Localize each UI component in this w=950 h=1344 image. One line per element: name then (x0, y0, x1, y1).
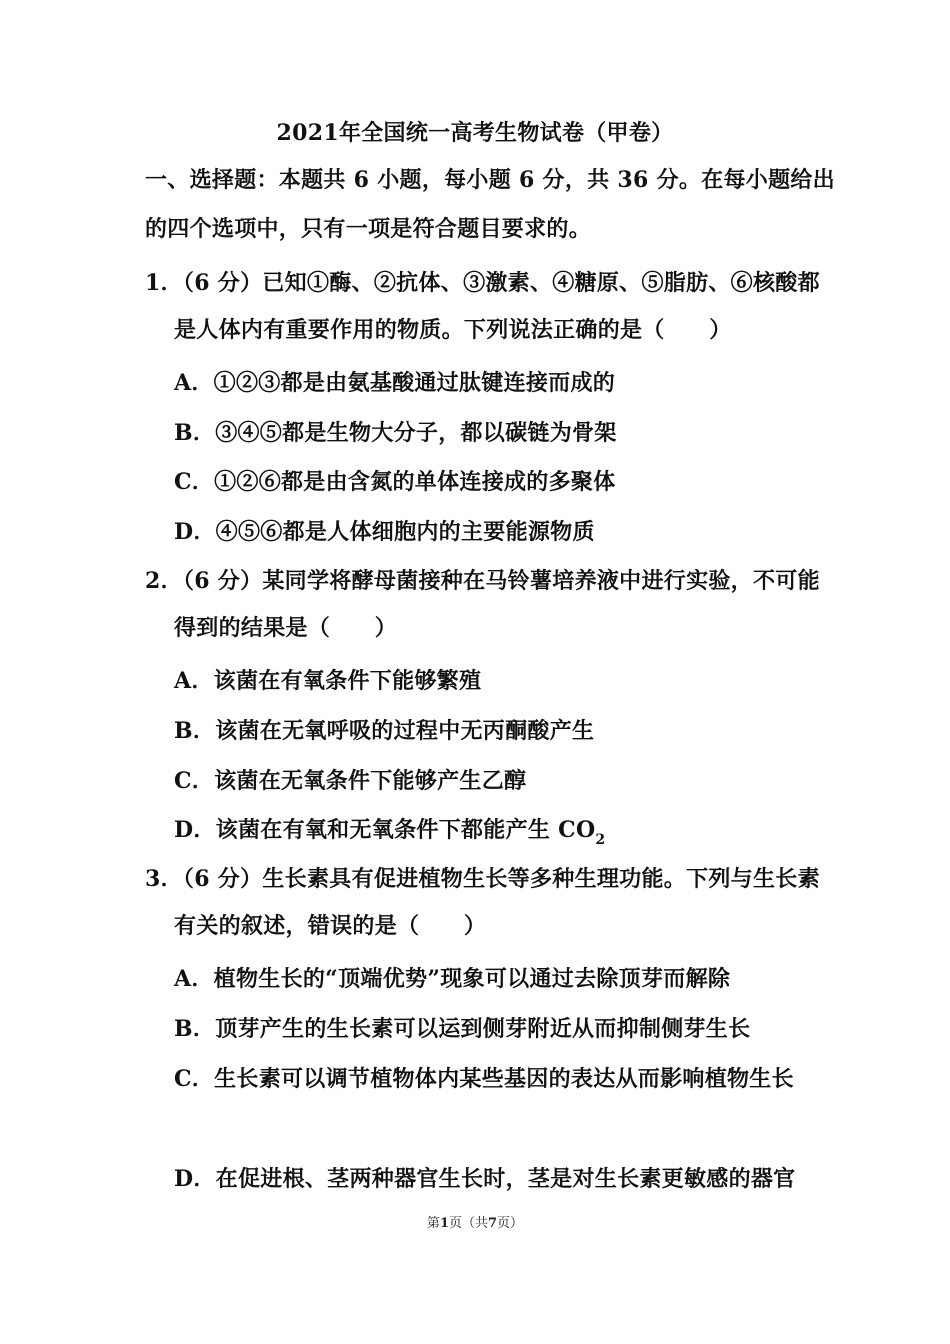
question-1-option-a: A．①②③都是由氨基酸通过肽键连接而成的 (174, 370, 616, 396)
question-3-option-b: B．顶芽产生的生长素可以运到侧芽附近从而抑制侧芽生长 (174, 1016, 751, 1042)
question-1-option-d: D．④⑤⑥都是人体细胞内的主要能源物质 (174, 519, 595, 545)
question-2-option-a: A．该菌在有氧条件下能够繁殖 (174, 668, 482, 694)
footer-page-number: 1 (439, 1216, 449, 1231)
question-2-stem-line-1: 2．（6 分）某同学将酵母菌接种在马铃薯培养液中进行实验，不可能 (145, 568, 820, 594)
page-footer (0, 1214, 950, 1234)
question-1-option-c: C．①②⑥都是由含氮的单体连接成的多聚体 (174, 469, 616, 495)
question-3-option-a: A．植物生长的“顶端优势”现象可以通过去除顶芽而解除 (174, 966, 731, 992)
footer-total-pages: 7 (488, 1216, 498, 1231)
question-2-option-d-text: D．该菌在有氧和无氧条件下都能产生 CO (174, 817, 596, 843)
section-heading-line-1: 一、选择题：本题共 6 小题，每小题 6 分，共 36 分。在每小题给出 (145, 167, 835, 193)
question-1-option-b: B．③④⑤都是生物大分子，都以碳链为骨架 (174, 420, 617, 446)
question-3-option-d: D．在促进根、茎两种器官生长时，茎是对生长素更敏感的器官 (174, 1166, 796, 1192)
question-1-stem-line-1: 1．（6 分）已知①酶、②抗体、③激素、④糖原、⑤脂肪、⑥核酸都 (145, 270, 820, 296)
question-1-stem-line-2: 是人体内有重要作用的物质。下列说法正确的是（ ） (174, 317, 732, 343)
section-heading-line-2: 的四个选项中，只有一项是符合题目要求的。 (145, 216, 592, 242)
question-3-option-c: C．生长素可以调节植物体内某些基因的表达从而影响植物生长 (174, 1066, 794, 1092)
question-2-option-b: B．该菌在无氧呼吸的过程中无丙酮酸产生 (174, 718, 595, 744)
question-3-stem-line-1: 3．（6 分）生长素具有促进植物生长等多种生理功能。下列与生长素 (145, 866, 820, 892)
question-2-option-c: C．该菌在无氧条件下能够产生乙醇 (174, 768, 527, 794)
footer-mid: 页（共 (448, 1216, 488, 1231)
question-2-option-d (174, 815, 605, 855)
page-title: 2021年全国统一高考生物试卷（甲卷） (276, 120, 674, 146)
question-3-stem-line-2: 有关的叙述，错误的是（ ） (174, 913, 487, 939)
question-2-stem-line-2: 得到的结果是（ ） (174, 615, 398, 641)
footer-prefix: 第 (426, 1216, 440, 1231)
footer-suffix: 页） (497, 1216, 524, 1231)
co2-subscript: 2 (595, 832, 606, 848)
